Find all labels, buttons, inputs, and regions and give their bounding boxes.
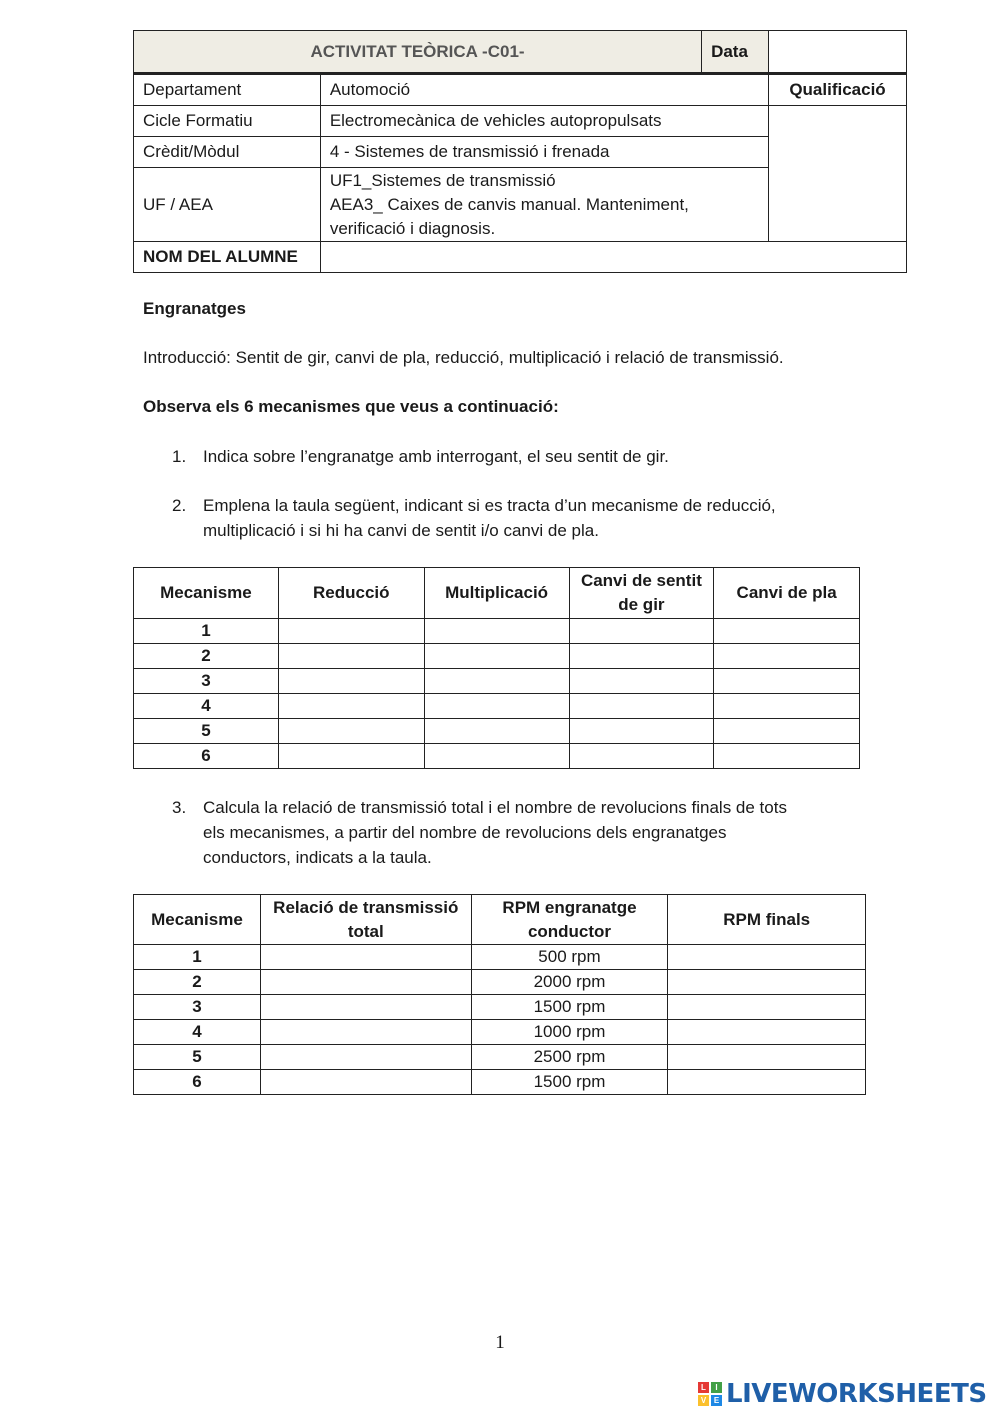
cicle-value: Electromecànica de vehicles autopropulsats (320, 106, 768, 137)
canvi-pla-cell[interactable] (714, 619, 860, 644)
item-text: Indica sobre l’engranatge amb interrogant, el seu sentit de gir. (203, 447, 669, 466)
rpm-conductor-cell: 500 rpm (471, 945, 668, 970)
relacio-cell[interactable] (260, 1045, 471, 1070)
canvi-pla-cell[interactable] (714, 644, 860, 669)
table-row (134, 970, 866, 995)
multiplicacio-cell[interactable] (424, 719, 569, 744)
departament-label: Departament (134, 74, 321, 106)
relacio-cell[interactable] (260, 995, 471, 1020)
instruction-text: Observa els 6 mecanismes que veus a continuació: (143, 397, 559, 416)
mecanisme-cell: 5 (134, 1045, 261, 1070)
table-row (134, 619, 860, 644)
mechanism-table (133, 567, 860, 769)
relacio-cell[interactable] (260, 1070, 471, 1095)
qualificacio-field[interactable] (769, 106, 907, 242)
instruction-item-1 (172, 444, 669, 469)
table-row (134, 644, 860, 669)
nom-label: NOM DEL ALUMNE (134, 242, 321, 273)
rpm-finals-cell[interactable] (668, 1070, 866, 1095)
multiplicacio-cell[interactable] (424, 694, 569, 719)
reduccio-cell[interactable] (278, 719, 424, 744)
item-text: multiplicació i si hi ha canvi de sentit i/o canvi de pla. (203, 521, 599, 540)
item-text: Emplena la taula següent, indicant si es tracta d’un mecanisme de reducció, (203, 496, 776, 515)
logo-mark-icon: L I V E (698, 1382, 722, 1406)
reduccio-cell[interactable] (278, 744, 424, 769)
relacio-cell[interactable] (260, 1020, 471, 1045)
rpm-conductor-cell: 1000 rpm (471, 1020, 668, 1045)
col-header-mecanisme: Mecanisme (134, 895, 261, 945)
multiplicacio-cell[interactable] (424, 619, 569, 644)
table-row (134, 995, 866, 1020)
canvi-pla-cell[interactable] (714, 694, 860, 719)
canvi-sentit-cell[interactable] (569, 744, 714, 769)
uf-line: UF1_Sistemes de transmissió (329, 170, 556, 190)
mecanisme-cell: 4 (134, 1020, 261, 1045)
cicle-label: Cicle Formatiu (134, 106, 321, 137)
mecanisme-cell: 6 (134, 1070, 261, 1095)
mecanisme-cell: 3 (134, 669, 279, 694)
page-number: 1 (495, 1332, 505, 1353)
item-text: Calcula la relació de transmissió total i el nombre de revolucions finals de tots (203, 798, 787, 817)
mecanisme-cell: 1 (134, 945, 261, 970)
mecanisme-cell: 6 (134, 744, 279, 769)
mecanisme-cell: 5 (134, 719, 279, 744)
col-header-rpm-conductor: RPM engranatge conductor (471, 895, 668, 945)
multiplicacio-cell[interactable] (424, 669, 569, 694)
item-number: 1. (172, 447, 187, 466)
departament-value: Automoció (320, 74, 768, 106)
canvi-pla-cell[interactable] (714, 744, 860, 769)
relacio-cell[interactable] (260, 945, 471, 970)
reduccio-cell[interactable] (278, 669, 424, 694)
rpm-finals-cell[interactable] (668, 970, 866, 995)
mecanisme-cell: 2 (134, 644, 279, 669)
table-row (134, 719, 860, 744)
reduccio-cell[interactable] (278, 619, 424, 644)
qualificacio-label: Qualificació (769, 74, 907, 106)
canvi-sentit-cell[interactable] (569, 644, 714, 669)
col-header-mecanisme: Mecanisme (134, 568, 279, 619)
table-row (134, 945, 866, 970)
reduccio-cell[interactable] (278, 694, 424, 719)
col-header-relacio: Relació de transmissió total (260, 895, 471, 945)
rpm-finals-cell[interactable] (668, 995, 866, 1020)
rpm-finals-cell[interactable] (668, 1020, 866, 1045)
rpm-conductor-cell: 2000 rpm (471, 970, 668, 995)
rpm-table (133, 894, 866, 1095)
section-title: Engranatges (143, 299, 246, 318)
table-row (134, 1070, 866, 1095)
table-row (134, 694, 860, 719)
item-number: 3. (172, 798, 187, 817)
logo-text: LIVEWORKSHEETS (726, 1379, 987, 1409)
rpm-conductor-cell: 1500 rpm (471, 995, 668, 1020)
multiplicacio-cell[interactable] (424, 744, 569, 769)
rpm-conductor-cell: 2500 rpm (471, 1045, 668, 1070)
canvi-sentit-cell[interactable] (569, 719, 714, 744)
table-row (134, 1045, 866, 1070)
rpm-finals-cell[interactable] (668, 1045, 866, 1070)
credit-value: 4 - Sistemes de transmissió i frenada (320, 137, 768, 168)
item-text: els mecanismes, a partir del nombre de revolucions dels engranatges (203, 823, 727, 842)
relacio-cell[interactable] (260, 970, 471, 995)
canvi-sentit-cell[interactable] (569, 694, 714, 719)
header-table (133, 30, 907, 273)
intro-text: Introducció: Sentit de gir, canvi de pla, reducció, multiplicació i relació de transmissió. (143, 348, 784, 367)
col-header-multiplicacio: Multiplicació (424, 568, 569, 619)
data-label: Data (702, 31, 769, 74)
reduccio-cell[interactable] (278, 644, 424, 669)
credit-label: Crèdit/Mòdul (134, 137, 321, 168)
canvi-sentit-cell[interactable] (569, 619, 714, 644)
table-row (134, 669, 860, 694)
liveworksheets-logo (698, 1378, 987, 1410)
aea-line: AEA3_ Caixes de canvis manual. Manteniment, (329, 194, 689, 214)
data-field[interactable] (769, 31, 907, 74)
uf-value (320, 168, 768, 242)
mecanisme-cell: 2 (134, 970, 261, 995)
nom-field[interactable] (320, 242, 906, 273)
col-header-reduccio: Reducció (278, 568, 424, 619)
item-text: conductors, indicats a la taula. (203, 848, 432, 867)
col-header-canvi-pla: Canvi de pla (714, 568, 860, 619)
item-number: 2. (172, 496, 187, 515)
activity-title: ACTIVITAT TEÒRICA -C01- (134, 31, 702, 74)
instruction-item-3 (172, 795, 787, 870)
rpm-finals-cell[interactable] (668, 945, 866, 970)
table-row (134, 1020, 866, 1045)
rpm-conductor-cell: 1500 rpm (471, 1070, 668, 1095)
aea-line-cont: verificació i diagnosis. (329, 218, 496, 238)
table-row (134, 744, 860, 769)
col-header-rpm-finals: RPM finals (668, 895, 866, 945)
instruction-item-2 (172, 493, 776, 543)
canvi-pla-cell[interactable] (714, 669, 860, 694)
uf-label: UF / AEA (134, 168, 321, 242)
mecanisme-cell: 4 (134, 694, 279, 719)
canvi-pla-cell[interactable] (714, 719, 860, 744)
canvi-sentit-cell[interactable] (569, 669, 714, 694)
multiplicacio-cell[interactable] (424, 644, 569, 669)
col-header-canvi-sentit: Canvi de sentit de gir (569, 568, 714, 619)
mecanisme-cell: 1 (134, 619, 279, 644)
mecanisme-cell: 3 (134, 995, 261, 1020)
